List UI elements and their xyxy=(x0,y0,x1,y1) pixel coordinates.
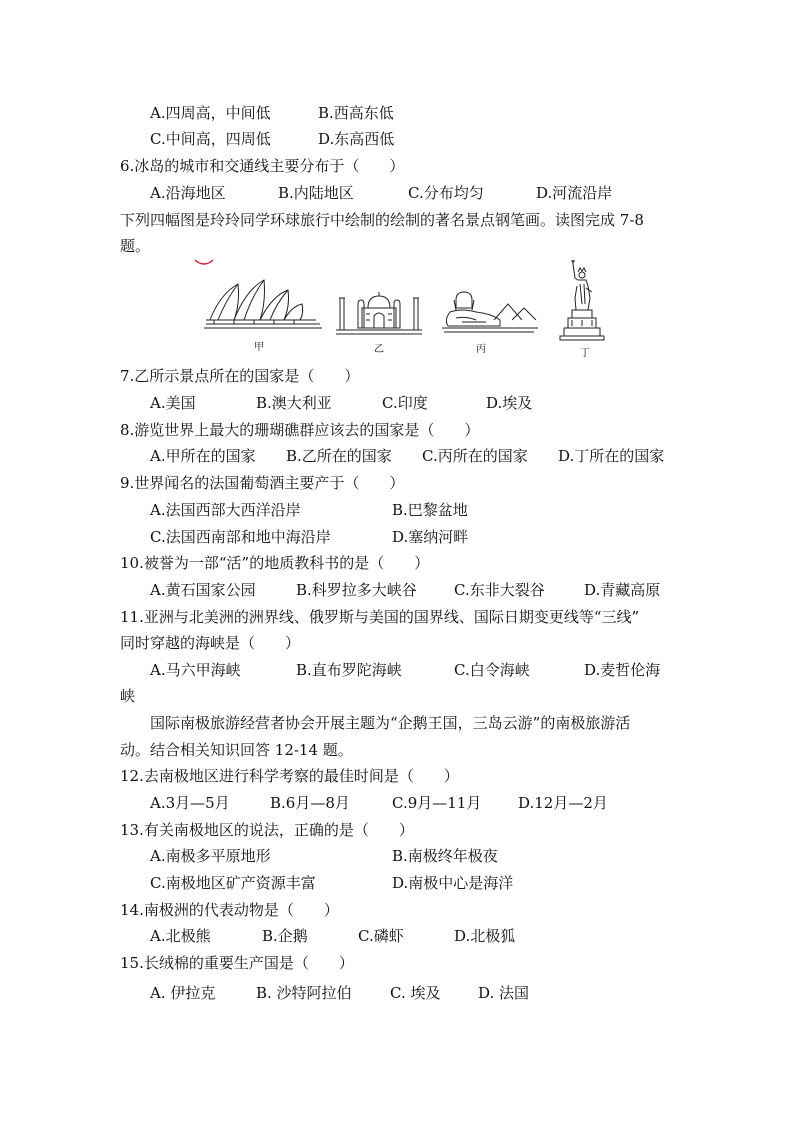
q6-option-a: A.沿海地区 xyxy=(150,184,226,202)
q15-stem: 15.长绒棉的重要生产国是（ ） xyxy=(120,954,354,972)
intro-12-14-text2: 动。结合相关知识回答 12-14 题。 xyxy=(120,741,353,759)
q15-option-c: C. 埃及 xyxy=(390,984,441,1002)
q6-option-c: C.分布均匀 xyxy=(408,184,484,202)
q13-option-a: A.南极多平原地形 xyxy=(150,847,271,865)
q13-option-b: B.南极终年极夜 xyxy=(392,847,498,865)
q7-stem: 7.乙所示景点所在的国家是（ ） xyxy=(120,367,360,385)
q14-option-d: D.北极狐 xyxy=(454,927,516,945)
q8-option-d: D.丁所在的国家 xyxy=(558,447,665,465)
q11-stem-2: 同时穿越的海峡是（ ） xyxy=(120,634,301,652)
figure-caption-jia: 甲 xyxy=(254,342,264,353)
taj-mahal-sketch xyxy=(336,290,422,336)
q7-option-c: C.印度 xyxy=(382,394,428,412)
q13-stem: 13.有关南极地区的说法，正确的是（ ） xyxy=(120,821,414,839)
q10-option-a: A.黄石国家公园 xyxy=(150,581,256,599)
sydney-opera-house-sketch xyxy=(204,276,322,332)
q7-option-b: B.澳大利亚 xyxy=(256,394,332,412)
figure-caption-bing: 丙 xyxy=(476,344,486,355)
q10-option-c: C.东非大裂谷 xyxy=(454,581,545,599)
q5-option-b: B.西高东低 xyxy=(318,104,394,122)
q9-option-a: A.法国西部大西洋沿岸 xyxy=(150,501,301,519)
q14-option-b: B.企鹅 xyxy=(262,927,308,945)
q12-option-a: A.3月—5月 xyxy=(150,794,230,812)
intro-7-8-text1: 下列四幅图是玲玲同学环球旅行中绘制的绘制的著名景点钢笔画。读图完成 7-8 xyxy=(120,211,644,229)
q11-option-a: A.马六甲海峡 xyxy=(150,661,241,679)
q6-option-b: B.内陆地区 xyxy=(278,184,354,202)
q11-stem-1: 11.亚洲与北美洲的洲界线、俄罗斯与美国的国界线、国际日期变更线等“三线” xyxy=(120,608,640,626)
statue-of-liberty-sketch xyxy=(556,258,608,344)
q10-stem: 10.被誉为一部“活”的地质教科书的是（ ） xyxy=(120,554,430,572)
q9-option-b: B.巴黎盆地 xyxy=(392,501,468,519)
q9-option-c: C.法国西南部和地中海沿岸 xyxy=(150,528,331,546)
q6-option-d: D.河流沿岸 xyxy=(536,184,613,202)
q11-option-d: D.麦哲伦海 xyxy=(584,661,661,679)
q12-option-c: C.9月—11月 xyxy=(392,794,482,812)
q15-option-b: B. 沙特阿拉伯 xyxy=(256,984,352,1002)
q12-stem: 12.去南极地区进行科学考察的最佳时间是（ ） xyxy=(120,767,459,785)
q13-option-d: D.南极中心是海洋 xyxy=(392,874,514,892)
q10-option-d: D.青藏高原 xyxy=(584,581,661,599)
q8-option-b: B.乙所在的国家 xyxy=(286,447,392,465)
landmark-figure xyxy=(196,256,616,362)
q14-option-a: A.北极熊 xyxy=(150,927,211,945)
intro-7-8-text2: 题。 xyxy=(120,237,151,255)
q12-option-b: B.6月—8月 xyxy=(270,794,350,812)
figure-caption-ding: 丁 xyxy=(580,348,590,359)
q15-option-a: A. 伊拉克 xyxy=(150,984,216,1002)
q10-option-b: B.科罗拉多大峡谷 xyxy=(296,581,417,599)
figure-caption-yi: 乙 xyxy=(374,344,384,355)
q13-option-c: C.南极地区矿产资源丰富 xyxy=(150,874,316,892)
sphinx-pyramids-sketch xyxy=(442,290,538,336)
q6-stem: 6.冰岛的城市和交通线主要分布于（ ） xyxy=(120,157,405,175)
q9-stem: 9.世界闻名的法国葡萄酒主要产于（ ） xyxy=(120,474,405,492)
q5-option-a: A.四周高，中间低 xyxy=(150,104,271,122)
q8-stem: 8.游览世界上最大的珊瑚礁群应该去的国家是（ ） xyxy=(120,421,480,439)
q7-option-d: D.埃及 xyxy=(486,394,533,412)
q15-option-d: D. 法国 xyxy=(478,984,530,1002)
q7-option-a: A.美国 xyxy=(150,394,196,412)
q9-option-d: D.塞纳河畔 xyxy=(392,528,469,546)
intro-12-14-text1: 国际南极旅游经营者协会开展主题为“企鹅王国，三岛云游”的南极旅游活 xyxy=(150,714,631,732)
q8-option-a: A.甲所在的国家 xyxy=(150,447,256,465)
q5-option-d: D.东高西低 xyxy=(318,130,395,148)
q5-option-c: C.中间高，四周低 xyxy=(150,130,271,148)
q14-stem: 14.南极洲的代表动物是（ ） xyxy=(120,901,339,919)
q14-option-c: C.磷虾 xyxy=(358,927,404,945)
q11-option-c: C.白令海峡 xyxy=(454,661,530,679)
q12-option-d: D.12月—2月 xyxy=(518,794,608,812)
q11-option-d-wrap: 峡 xyxy=(120,687,136,705)
q8-option-c: C.丙所在的国家 xyxy=(422,447,528,465)
q11-option-b: B.直布罗陀海峡 xyxy=(296,661,402,679)
